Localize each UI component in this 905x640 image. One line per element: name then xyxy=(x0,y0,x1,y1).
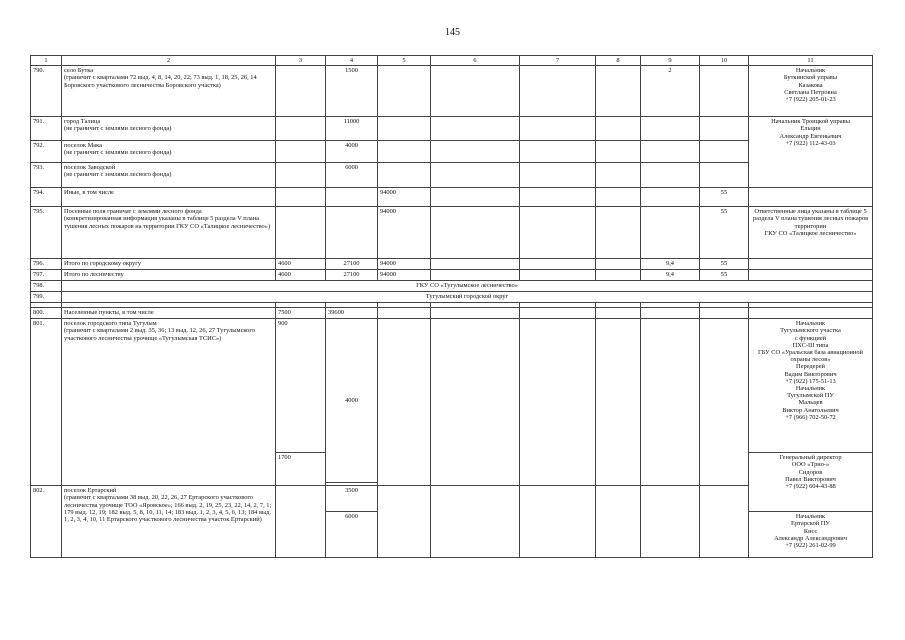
row-number: 801. xyxy=(31,319,62,486)
row-name-cell xyxy=(62,163,276,188)
table-row xyxy=(31,292,873,303)
responsible-cell: Начальник Троицкой управы Ельцин Александр Евгеньевич +7 (922) 112-43-03 xyxy=(749,117,873,188)
row-name-cell xyxy=(62,141,276,163)
value-cell: 94000 xyxy=(378,188,431,207)
row-name-cell xyxy=(62,486,276,558)
value-cell: 11000 xyxy=(326,117,378,141)
column-header: 2 xyxy=(62,56,276,66)
value-cell: 55 xyxy=(700,207,749,259)
row-number: 793. xyxy=(31,163,62,188)
column-number-row xyxy=(31,56,873,66)
table-row xyxy=(31,308,873,319)
row-name: поселок Заводской xyxy=(64,164,116,172)
row-description: (не граничит с землями лесного фонда) xyxy=(64,149,172,157)
row-name: Итого по лесничеству xyxy=(62,270,276,281)
row-description: (не граничит с землями лесного фонда) xyxy=(64,125,172,133)
value-cell: 7500 xyxy=(276,308,326,319)
table-row xyxy=(31,270,873,281)
row-number: 791. xyxy=(31,117,62,141)
value-cell: 9,4 xyxy=(641,259,700,270)
row-number: 802. xyxy=(31,486,62,558)
column-header: 9 xyxy=(641,56,700,66)
section-title: Тугулымский городской округ xyxy=(62,292,873,303)
value-cell: 94000 xyxy=(378,270,431,281)
row-description: (конкретизированная информация указаны в таблице 5 раздела V плана тушения лесных пожаров на территории ГКУ СО «Талицкое лесничество») xyxy=(64,215,271,230)
value-cell: 6000 xyxy=(326,163,378,188)
column-header: 6 xyxy=(431,56,520,66)
row-number: 795. xyxy=(31,207,62,259)
row-name-cell xyxy=(62,66,276,117)
row-name: поселок Мака xyxy=(64,142,102,150)
value-cell: 3500 xyxy=(326,486,378,512)
column-header: 11 xyxy=(749,56,873,66)
row-number: 799. xyxy=(31,292,62,303)
responsible-cell: Начальник Тугулымского участка с функцией ПХС-III типа ГБУ СО «Уральская база авиационной охраны лесов» Передерей Вадим Викторович +7 (922) 175-51-13 Начальник Тугулымской ПУ Мальцев Виктор Анатольевич +7 (966) 702-50-72 xyxy=(749,319,873,453)
value-cell: 2 xyxy=(641,66,700,117)
value-cell: 9,4 xyxy=(641,270,700,281)
responsible-cell: Начальник Ертарской ПУ Кисс Александр Александрович +7 (922) 261-02-99 xyxy=(749,512,873,558)
column-header: 3 xyxy=(276,56,326,66)
row-name: город Талица xyxy=(64,118,101,126)
row-name-cell xyxy=(62,117,276,141)
table-row xyxy=(31,163,873,188)
value-cell: 94000 xyxy=(378,259,431,270)
column-header: 7 xyxy=(520,56,596,66)
table-row xyxy=(31,319,873,453)
row-name: Иные, в том числе xyxy=(62,188,276,207)
table-row xyxy=(31,141,873,163)
table-row xyxy=(31,117,873,141)
row-number: 800. xyxy=(31,308,62,319)
column-header: 8 xyxy=(596,56,641,66)
table-row xyxy=(31,188,873,207)
row-name: Итого по городскому округу xyxy=(62,259,276,270)
fire-plan-table xyxy=(30,55,873,558)
column-header: 10 xyxy=(700,56,749,66)
responsible-cell: Ответственные лица указаны в таблице 5 раздела V плана тушения лесных пожаров территории ГКУ СО «Талицкое лесничество» xyxy=(749,207,873,259)
page-number: 145 xyxy=(445,27,460,38)
value-cell: 1700 xyxy=(276,453,326,486)
value-cell: 6000 xyxy=(326,512,378,558)
value-cell: 27100 xyxy=(326,270,378,281)
row-name-cell xyxy=(62,207,276,259)
row-description: (граничит с кварталами 2 выд. 35, 36; 13 выд. 12, 26, 27 Тугулымского участкового лесничества урочище «Тугулымская ТСИС») xyxy=(64,327,256,342)
row-number: 797. xyxy=(31,270,62,281)
row-name: село Бутка xyxy=(64,67,94,75)
row-number: 798. xyxy=(31,281,62,292)
table-row xyxy=(31,259,873,270)
row-number: 792. xyxy=(31,141,62,163)
column-header: 1 xyxy=(31,56,62,66)
row-number: 794. xyxy=(31,188,62,207)
row-description: (граничит с кварталами 72 выд. 4, 8, 14, 20, 22; 73 выд. 1, 18, 25, 26, 14 Боровского участкового лесничества Боровского участка) xyxy=(64,74,257,89)
value-cell: 55 xyxy=(700,188,749,207)
section-title: ГКУ СО «Тугулымское лесничество» xyxy=(62,281,873,292)
row-name: поселок Ертарский xyxy=(64,487,117,495)
value-cell: 900 xyxy=(276,319,326,453)
value-cell: 94000 xyxy=(378,207,431,259)
table-row xyxy=(31,281,873,292)
responsible-cell: Генеральный директор ООО «Трио-» Сидоров Павел Викторович +7 (922) 604-43-88 xyxy=(749,453,873,512)
row-number: 796. xyxy=(31,259,62,270)
column-header: 5 xyxy=(378,56,431,66)
row-description: (не граничит с землями лесного фонда) xyxy=(64,171,172,179)
table-row xyxy=(31,66,873,117)
table-row xyxy=(31,207,873,259)
row-description: (граничит с кварталами 38 выд. 20, 22, 26, 27 Ертарского участкового лесничества урочище ТОО «Яровское»; 166 выд. 2, 19, 25, 23, 22, 14, 2, 7, 1; 179 выд. 12, 19; 182 выд. 5, 8, 10, 11, 14; 183 выд. 1, 2, 3, 4, 5, 6, 13; 184 выд. 1, 2, 3, 4, 10, 11 Ертарского участкового лесничества участок Ертарский) xyxy=(64,494,272,524)
value-cell: 4000 xyxy=(326,141,378,163)
value-cell: 39600 xyxy=(326,308,378,319)
value-cell: 55 xyxy=(700,270,749,281)
column-header: 4 xyxy=(326,56,378,66)
table-row xyxy=(31,486,873,512)
row-name-cell xyxy=(62,319,276,486)
row-name: поселок городского типа Тугулым xyxy=(64,320,157,328)
row-name: Посевные поля граничат с землями лесного фонда xyxy=(64,208,202,216)
value-cell: 4600 xyxy=(276,259,326,270)
responsible-cell: Начальник Буткинской управы Казакова Светлана Петровна +7 (922) 205-01-23 xyxy=(749,66,873,117)
value-cell: 4000 xyxy=(326,319,378,483)
value-cell: 4600 xyxy=(276,270,326,281)
row-name: Населенные пункты, в том числе xyxy=(62,308,276,319)
value-cell: 27100 xyxy=(326,259,378,270)
value-cell: 55 xyxy=(700,259,749,270)
value-cell: 1500 xyxy=(326,66,378,117)
row-number: 790. xyxy=(31,66,62,117)
